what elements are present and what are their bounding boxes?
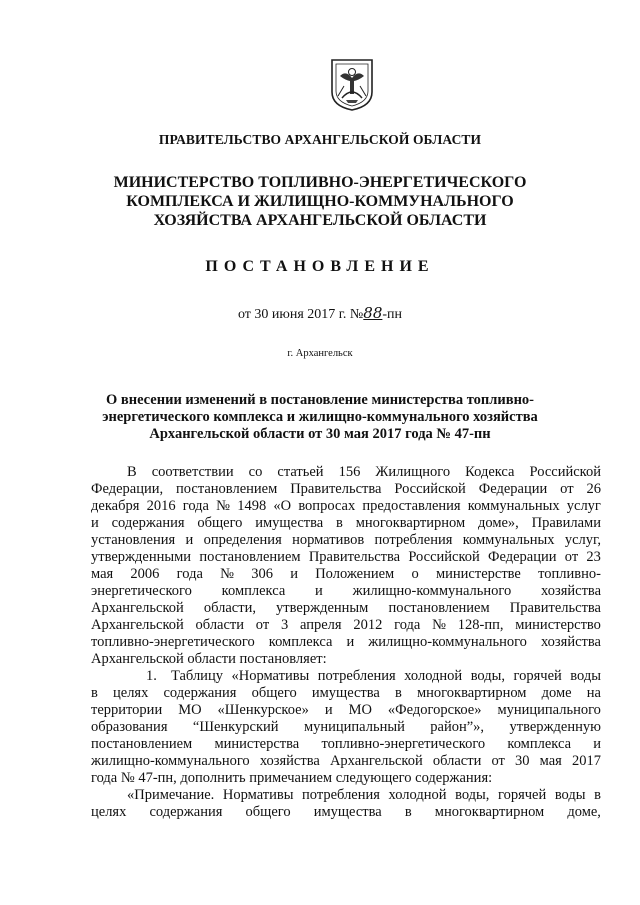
word: постановлением [388, 600, 490, 616]
word: услуг, [564, 532, 601, 548]
word: холодной [404, 668, 463, 684]
word: предоставления [362, 498, 461, 514]
body-line [91, 464, 601, 481]
word: определения [203, 532, 282, 548]
word: муниципальный [303, 719, 405, 735]
word: постановлением [91, 736, 193, 752]
city-name: г. Архангельск [287, 348, 353, 359]
word: статьей [277, 464, 324, 480]
word: в [91, 685, 98, 701]
body-line [91, 753, 601, 770]
word: области [432, 753, 482, 769]
word: имущества [311, 685, 380, 701]
body-line [91, 685, 601, 702]
word: и [346, 634, 355, 650]
word: Федерации [488, 549, 557, 565]
word: Российской [408, 549, 480, 565]
body-line [91, 583, 601, 600]
word: доме», [477, 515, 519, 531]
word: года [182, 498, 209, 514]
word: имущества [313, 804, 382, 820]
coat-of-arms-emblem-icon [328, 56, 376, 112]
ministry-name [0, 173, 640, 230]
word: образования [91, 719, 168, 735]
word: от [255, 617, 270, 633]
word: Правительства [290, 481, 382, 497]
word: целях [91, 804, 127, 820]
word: горячей [513, 668, 562, 684]
word: года [394, 617, 421, 633]
word: года [176, 566, 203, 582]
word: министерстве [435, 566, 521, 582]
ministry-line: ХОЗЯЙСТВА АРХАНГЕЛЬСКОЙ ОБЛАСТИ [153, 212, 487, 229]
word: потребления [374, 532, 453, 548]
body-line: Архангельской области постановляет: [91, 651, 327, 667]
word: мая [91, 566, 114, 582]
word: в [404, 804, 412, 820]
word: Таблицу [171, 668, 223, 684]
word: 2017 [572, 753, 601, 769]
word: воды, [470, 668, 506, 684]
word: 26 [586, 481, 601, 497]
body-line [91, 719, 601, 736]
subject-line: энергетического комплекса и жилищно-коммунального хозяйства [102, 409, 538, 425]
body-line: года № 47-пн, дополнить примечанием следующего содержания: [91, 770, 493, 786]
word: № [432, 617, 446, 633]
word: 2016 [146, 498, 176, 514]
body-line [171, 668, 601, 685]
word: апреля [299, 617, 342, 633]
word: МО [348, 702, 372, 718]
word: Российской [529, 464, 601, 480]
word: Правилами [531, 515, 601, 531]
word: муниципального [497, 702, 601, 718]
word: услуг [566, 498, 601, 514]
word: потребления [302, 787, 380, 803]
preamble-paragraph [91, 481, 601, 651]
decree-date-number [0, 304, 640, 323]
government-name: ПРАВИТЕЛЬСТВО АРХАНГЕЛЬСКОЙ ОБЛАСТИ [158, 132, 482, 147]
word: утвержденную [509, 719, 601, 735]
word: многоквартирном [434, 804, 545, 820]
word: общего [197, 515, 243, 531]
word: и [315, 583, 323, 599]
word: «О [273, 498, 292, 514]
word: воды, [455, 787, 490, 803]
word: содержания [111, 515, 185, 531]
word: и [593, 736, 601, 752]
word: и [91, 515, 99, 531]
item-1-paragraph [91, 685, 601, 770]
word: 128-пп, [457, 617, 504, 633]
body-line [91, 804, 601, 821]
word: Жилищного [375, 464, 451, 480]
word: 2012 [353, 617, 383, 633]
word: Архангельской [329, 753, 423, 769]
body-line [91, 702, 601, 719]
word: Российской [394, 481, 466, 497]
word: МО [178, 702, 202, 718]
word: № [220, 566, 234, 582]
word: министерство [515, 617, 601, 633]
word: “Шенкурский [192, 719, 279, 735]
word: Кодекса [465, 464, 515, 480]
word: Нормативы [222, 787, 294, 803]
word: холодной [388, 787, 447, 803]
word: на [586, 685, 601, 701]
word: в [395, 685, 402, 701]
body-line [91, 532, 601, 549]
body-line [91, 787, 601, 804]
ministry-line: КОМПЛЕКСА И ЖИЛИЩНО-КОММУНАЛЬНОГО [126, 193, 514, 210]
word: декабря [91, 498, 140, 514]
word: топливно- [538, 566, 601, 582]
body-line [91, 498, 601, 515]
word: доме, [567, 804, 601, 820]
word: территории [91, 702, 163, 718]
word: 306 [251, 566, 273, 582]
word: хозяйства [259, 753, 320, 769]
word: 1498 [237, 498, 267, 514]
word: утвержденными [91, 549, 192, 565]
body-line [91, 634, 601, 651]
word: постановлением [199, 549, 301, 565]
word: «Нормативы [231, 668, 310, 684]
word: топливно-энергетического [91, 634, 255, 650]
word: области [195, 617, 245, 633]
decree-subject [0, 392, 640, 443]
word: жилищно-коммунального [91, 753, 250, 769]
word: «Шенкурское» [217, 702, 309, 718]
word: общего [251, 685, 297, 701]
word: 3 [280, 617, 289, 633]
word: комплекса [221, 583, 286, 599]
word: В [127, 464, 137, 480]
body-line [91, 617, 601, 634]
word: коммунальных [462, 532, 555, 548]
word: Правительства [509, 600, 601, 616]
body-line [91, 736, 601, 753]
word: «Федогорское» [387, 702, 482, 718]
document-body [91, 464, 601, 821]
item-number: 1. [146, 668, 157, 684]
word: от [491, 753, 505, 769]
word: нормативов [292, 532, 365, 548]
word: комплекса [507, 736, 572, 752]
word: жилищно-коммунального [368, 634, 527, 650]
word: Федерации [478, 481, 548, 497]
word: 23 [586, 549, 601, 565]
decree-title: ПОСТАНОВЛЕНИЕ [205, 258, 435, 275]
word: Федерации, [91, 481, 164, 497]
word: комплекса [268, 634, 333, 650]
word: жилищно-коммунального [352, 583, 512, 599]
word: топливно-энергетического [321, 736, 486, 752]
subject-line: О внесении изменений в постановление министерства топливно- [105, 392, 535, 408]
word: доме [541, 685, 572, 701]
note-paragraph [91, 804, 601, 821]
word: 30 [515, 753, 530, 769]
word: 2006 [130, 566, 160, 582]
word: Архангельской [91, 600, 184, 616]
word: многоквартирном [355, 515, 466, 531]
word: целях [113, 685, 149, 701]
word: «Примечание. [127, 787, 215, 803]
item-1-first-line [91, 668, 601, 685]
word: в [594, 787, 601, 803]
word: в [336, 515, 343, 531]
word: хозяйства [541, 583, 601, 599]
word: соответствии [151, 464, 234, 480]
decree-date: от 30 июня 2017 г. № [237, 307, 364, 322]
word: коммунальных [467, 498, 560, 514]
body-line [91, 600, 601, 617]
word: воды [570, 668, 601, 684]
word: установления [91, 532, 176, 548]
word: Архангельской [91, 617, 184, 633]
word: Положением [315, 566, 395, 582]
word: о [411, 566, 419, 582]
decree-number: 88 [363, 304, 383, 322]
word: вопросах [298, 498, 356, 514]
word: многоквартирном [417, 685, 527, 701]
word: со [248, 464, 263, 480]
word: утвержденным [276, 600, 369, 616]
decree-number-suffix: -пн [382, 307, 403, 322]
word: мая [539, 753, 562, 769]
word: от [564, 549, 579, 565]
word: хозяйства [540, 634, 601, 650]
word: район”», [430, 719, 485, 735]
body-line [91, 481, 601, 498]
word: № [216, 498, 231, 514]
word: и [324, 702, 333, 718]
word: Правительства [308, 549, 401, 565]
word: имущества [255, 515, 324, 531]
word: общего [245, 804, 291, 820]
word: воды [554, 787, 586, 803]
word: и [290, 566, 298, 582]
body-line [91, 566, 601, 583]
word: постановлением [176, 481, 278, 497]
body-line [91, 515, 601, 532]
word: горячей [497, 787, 547, 803]
ministry-line: МИНИСТЕРСТВО ТОПЛИВНО-ЭНЕРГЕТИЧЕСКОГО [113, 174, 527, 191]
word: потребления [317, 668, 396, 684]
word: области, [203, 600, 256, 616]
word: от [560, 481, 574, 497]
body-line [91, 549, 601, 566]
word: 156 [338, 464, 361, 480]
word: и [185, 532, 194, 548]
word: содержания [149, 804, 223, 820]
subject-line: Архангельской области от 30 мая 2017 года № 47-пн [149, 426, 491, 442]
word: министерства [214, 736, 300, 752]
word: содержания [163, 685, 237, 701]
word: энергетического [91, 583, 192, 599]
